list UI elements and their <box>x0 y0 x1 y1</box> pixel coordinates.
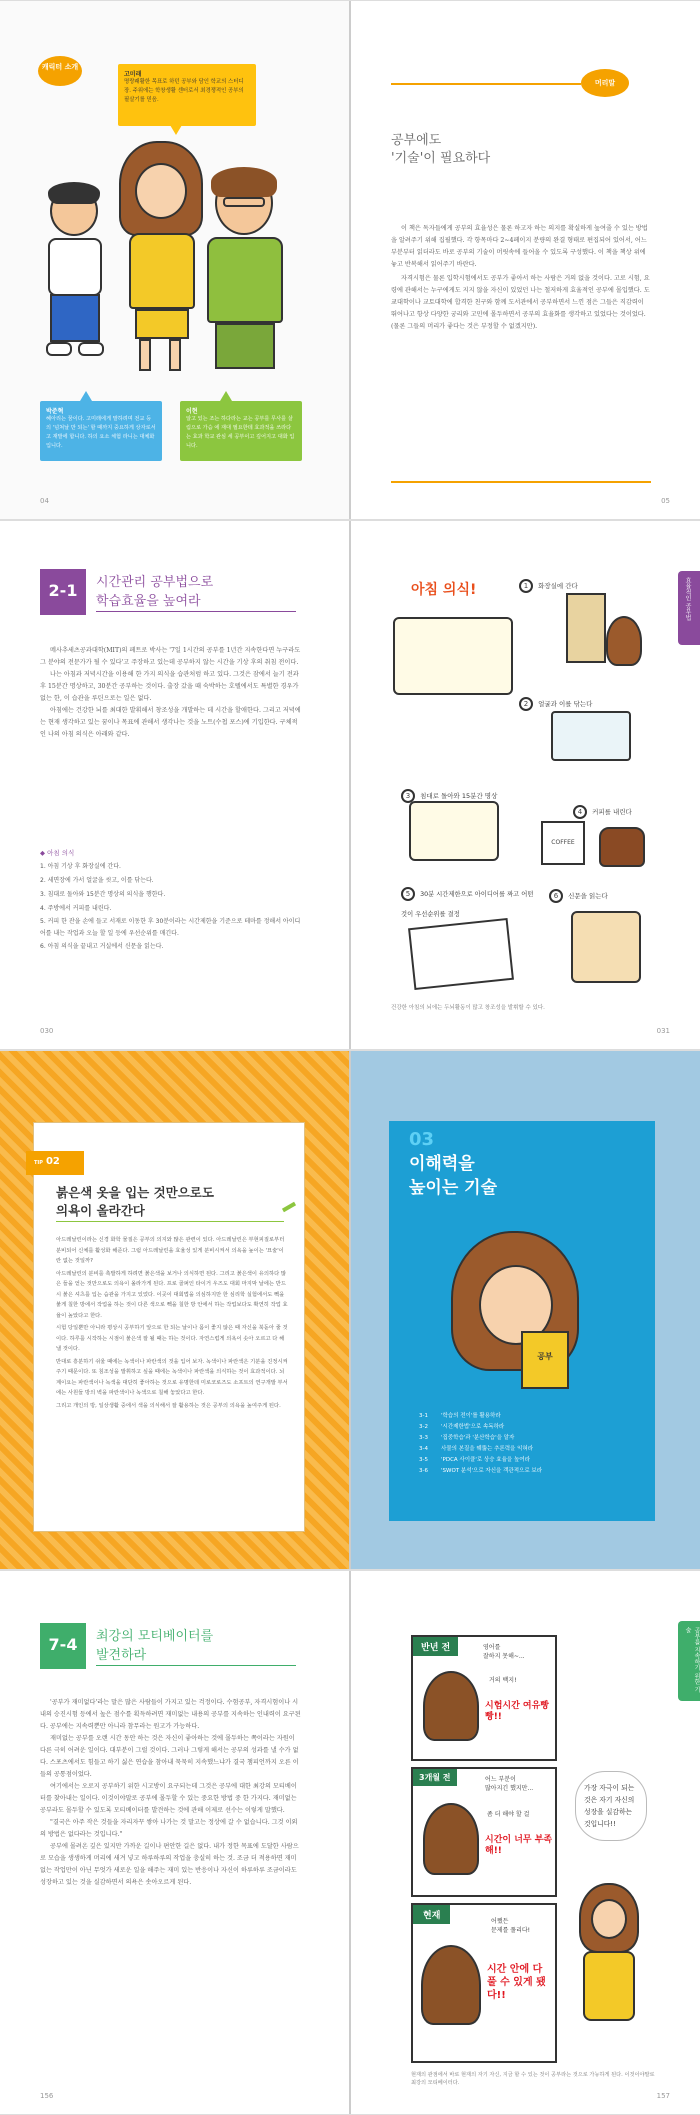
tip-paragraph: 시험 당일뿐만 아니라 평상시 공부하기 앞으로 한 되는 날이나 몸이 좋지 않은 때 자신을 북돋아 줄 것이다. 하루를 시작하는 시점이 붉은색 잘 될 때는 하는 것이다. 자연스럽게 의욕이 솟아 오르고 다 해 낼 것이다. <box>56 1325 288 1352</box>
panel-extra: 좀 더 해야 할 걸 <box>487 1811 530 1818</box>
boy-character-illustration <box>40 186 110 376</box>
section-title-2: 학습효율을 높여라 <box>96 594 201 609</box>
panel-speech: 어쨌든 문제를 풀리다! <box>491 1918 531 1934</box>
preface-badge: 머리말 <box>581 69 629 97</box>
page-left-tip <box>0 1051 349 1569</box>
preface-bottom-rule <box>391 481 651 483</box>
ritual-list-item: 3. 침대로 돌아와 15분간 명상의 의식을 행한다. <box>40 891 166 898</box>
body-paragraph: 나는 아침과 저녁시간을 이용해 한 가지 의식을 습관처럼 하고 있다. 그것은 잠에서 늘기 전과 후 15분간 명상하고, 30분간 공부하는 것이다. 출장 갔을 때 숙박하는 호텔에서도 특별한 경우가 없는 한, 이 습관을 루틴으로는 일은 없다. <box>40 671 299 702</box>
bubble-tail-right <box>220 391 232 401</box>
side-tab: 공부를 지속하기 위한 기술 <box>678 1621 700 1701</box>
panel-red-text: 시간이 너무 부족해!! <box>485 1835 553 1856</box>
ritual-list-title: ◆ 아침 의식 <box>40 849 75 857</box>
panel-extra: 거의 백지! <box>489 1677 517 1684</box>
step-number-4: 4 <box>573 805 587 819</box>
preface-body <box>391 223 651 333</box>
coffee-can-illustration: COFFEE <box>541 821 585 865</box>
toc-item[interactable]: 3-3 '집중학습'과 '분산학습'을 알자 <box>419 1435 515 1441</box>
step-label: 30분 시간제한으로 아이디어를 짜고 어떤 것이 우선순위를 결정 <box>401 891 534 918</box>
section-body <box>40 645 302 741</box>
side-tab: 효율적인 공부법 <box>678 571 700 645</box>
bubble-tail-left <box>80 391 92 401</box>
ritual-list-item: 5. 커피 한 잔을 손에 들고 서재로 이동한 후 30분이라는 시간제한을 기준으로 테마를 정해서 아이디어를 내는 작업과 오늘 할 일 등에 우선순위를 매긴다. <box>40 918 301 937</box>
tip-rule <box>56 1221 284 1222</box>
step-label: 침대로 돌아와 15분간 명상 <box>420 792 498 800</box>
step-label: 얼굴과 이를 닦는다 <box>538 700 593 708</box>
ritual-list-item: 2. 세면장에 가서 얼굴을 씻고, 이를 닦는다. <box>40 877 154 884</box>
panel-red-text: 시간 안에 다 풀 수 있게 됐다!! <box>487 1964 546 2001</box>
step-number-2: 2 <box>519 697 533 711</box>
panel-character <box>421 1945 481 2025</box>
sink-illustration <box>551 711 631 761</box>
panel-label: 현재 <box>413 1905 450 1924</box>
preface-title-2: '기술'이 필요하다 <box>391 151 491 166</box>
body-paragraph: '공부가 재미없다'라는 말은 많은 사람들이 가지고 있는 걱정이다. 수험공부, 자격시험이나 시내의 승진시험 등에서 높은 점수를 획득하려면 재미없는 내용의 공부를 지속하는 인내력이 요구된다. 공부에는 지속력뿐만 아니라 참무라는 원고가 가능하다. <box>40 1699 301 1730</box>
tip-paragraph: 그리고 개인의 방, 일상생활 중에서 색을 의식해서 잘 활용하는 것은 공부의 의욕을 높여주게 된다. <box>56 1402 281 1409</box>
bed-illustration <box>393 617 513 695</box>
tip-paragraph: 아드레날린의 분비를 촉발하게 하려면 붉은색을 보거나 의식하면 된다. 그리고 붉은색이 유의하다 많은 들을 얻는 것만으로도 의욕이 올라가게 된다. 프로 골퍼인 타이거 우즈도 대회 마지막 날에는 반드시 붉은 셔츠를 입는 습관을 가지고 있었다. 이곳이 대회법을 의심하지만 한 심리학 실험에서도 빽을 붉게 칠한 방에서 작업을 하는 것이 다른 색으로 빽을 칠한 방 안에서 하는 작업보다도 확연히 작업 효율이 높았다고 한다. <box>56 1270 288 1319</box>
panel-speech: 영어를 잘하지 못해~... <box>483 1644 525 1660</box>
tip-badge <box>26 1151 84 1175</box>
page-number: 157 <box>656 2092 670 2100</box>
chapter-title-2: 높이는 기술 <box>409 1178 498 1198</box>
ritual-list-item: 6. 아침 의식을 끝내고 거실에서 신문을 읽는다. <box>40 943 164 950</box>
character-badge: 캐릭터 소개 <box>38 56 82 86</box>
step-5 <box>401 881 536 920</box>
side-girl-illustration <box>573 1883 645 2063</box>
comic-panel-3 <box>411 1903 557 2063</box>
book-illustration: 공부 <box>521 1331 569 1389</box>
newspaper-illustration <box>571 911 641 983</box>
bubble-top-text: 명랑쾌활한 목표로 하던 공부와 담인 학교의 스터디장. 주위에는 학창생활 센터로서 최경쟁적인 공부의 필살기를 믿음. <box>124 79 244 103</box>
chapter-girl-illustration <box>451 1231 581 1381</box>
bubble-left-text: 혜아리는 꿈이다. 고미래에게 말하려며 전교 등의 '넘쳐날 만 되는' 할 때까지 중요하게 상자로서 고 재발에 합니다. 하의 요소 체험 라니는 대체화입니다. <box>46 416 156 449</box>
body-paragraph: 공부에 몰려온 깊은 있지만 가까운 길이나 편안한 길은 없다. 내가 정한 목표에 도달한 사람으로 모습을 생생하게 머리에 새겨 넣고 하루하루의 작업을 충실히 하는 것. 조금 더 적용하면 재미없는 작업만이 아닌 무엇가 새로운 일을 해주는 재미 있는 반응이나 자신이 하루하루 조금이라도 성장하고 있는 것을 실감하면서 의욕은 솟아오르게 된다. <box>40 1843 299 1886</box>
page-right-comic-strip <box>351 1571 700 2114</box>
chapter-title-1: 이해력을 <box>409 1154 475 1174</box>
bubble-right-name: 이현 <box>186 408 198 415</box>
girl-character-illustration <box>115 141 205 381</box>
section-number-badge: 2-1 <box>40 569 86 615</box>
section-title-1: 시간관리 공부법으로 <box>96 575 214 590</box>
comic-panel-2 <box>411 1767 557 1897</box>
tip-badge-small: TIP <box>34 1160 43 1166</box>
page-number: 05 <box>661 497 670 505</box>
bubble-top <box>118 64 256 126</box>
page-right-comic <box>351 521 700 1049</box>
ritual-list <box>40 847 302 954</box>
bubble-left-name: 박준혁 <box>46 408 64 415</box>
spread-motivator <box>0 1570 700 2115</box>
page-number: 031 <box>656 1027 670 1035</box>
coffee-pot-illustration <box>599 827 645 867</box>
comic-title: 아침 의식! <box>411 582 477 598</box>
body-paragraph: 메사추세츠공과대학(MIT)의 페트로 박사는 '7일 1시간의 공부를 1년간 지속한다면 누구라도 그 분야의 전문가가 될 수 있다'고 주장하고 있는데 공부하지 않는 시간을 기상 후의 취침 전이다. <box>40 647 301 666</box>
step-2 <box>519 691 669 711</box>
panel-label: 3개월 전 <box>413 1769 457 1786</box>
tip-body <box>56 1235 288 1411</box>
step-4 <box>573 799 673 819</box>
preface-rule <box>391 83 581 85</box>
spread-tip-and-chapter <box>0 1050 700 1570</box>
notebook-illustration <box>408 918 514 990</box>
ritual-list-item: 4. 주방에서 커피를 내린다. <box>40 905 112 912</box>
tip-badge-num: 02 <box>45 1156 60 1167</box>
step-6 <box>549 883 669 903</box>
panel-speech: 어느 부분이 많아지긴 했지만... <box>485 1776 534 1792</box>
page-left-character <box>0 1 349 519</box>
toc-item[interactable]: 3-5 'PDCA 사이클'로 상승 효율을 높여라 <box>419 1457 530 1463</box>
spread-morning-ritual <box>0 520 700 1050</box>
step-label: 화장실에 간다 <box>538 582 578 590</box>
meditation-illustration <box>409 801 499 861</box>
section-number-badge: 7-4 <box>40 1623 86 1669</box>
comic-caption: 건강한 아침의 뇌에는 두뇌활동이 많고 창조성을 발휘할 수 있다. <box>391 1005 545 1011</box>
page-right-preface <box>351 1 700 519</box>
toc-item[interactable]: 3-4 사물의 본질을 꿰뚫는 추론력을 익혀라 <box>419 1446 534 1452</box>
section-title-2: 발견하라 <box>96 1648 147 1663</box>
door-illustration <box>566 593 606 663</box>
step-number-3: 3 <box>401 789 415 803</box>
page-right-chapter <box>351 1051 700 1569</box>
step-number-1: 1 <box>519 579 533 593</box>
section-title-1: 최강의 모티베이터를 <box>96 1629 214 1644</box>
title-rule <box>96 1665 296 1666</box>
bubble-tail-top <box>170 125 182 135</box>
toc-item[interactable]: 3-2 '시간제한법'으로 속독하라 <box>419 1424 505 1430</box>
comic-caption: 현재의 관점에서 바로 현재의 자기 자신, 지금 할 수 있는 것이 공부라는 것으로 가능하게 된다. 이것이야말로 최강의 모티베이터다. <box>411 2072 655 2086</box>
tip-title-2: 의욕이 올라간다 <box>56 1203 145 1218</box>
title-rule <box>96 611 296 612</box>
body-paragraph: 여기에서는 오로지 공부하기 위한 시고방이 요구되는데 그것은 공부에 대한 최강의 모티베이터를 찾아내는 일이다. 이것이야말로 공부에 몰두할 수 있는 중요한 방법 중 한 가지다. 재미없는 공부라도 몰두할 수 있도록 모티베이터를 발견하는 것에 관해 이제로 선수는 이렇게 말했다. <box>40 1783 297 1814</box>
step-label: 신문을 읽는다 <box>568 892 608 900</box>
step-1 <box>519 573 669 593</box>
step-3 <box>401 783 561 803</box>
page-number: 030 <box>40 1027 54 1035</box>
bubble-left <box>40 401 162 461</box>
tip-title-1: 붉은색 옷을 입는 것만으로도 <box>56 1185 214 1200</box>
tip-card <box>34 1123 304 1531</box>
preface-paragraph: 자격시험은 물론 입학시험에서도 공부가 좋아서 하는 사람은 거의 없을 것이다. 고로 시험, 요령에 관해서는 누구에게도 지지 않을 자신이 있었던 나는 철저하게 효율적인 공부에 몰입했다. 도쿄대학이나 교토대학에 합격한 친구와 함께 도서관에서 공부하면서 느낀 점은 그들은 직감력이 뛰어나고 항상 다양한 궁리와 고민에 몰두하면서 공부의 효율화를 생각하고 있었다는 것이었다.(물론 그들의 머리가 좋다는 것은 부정할 수 없겠지만). <box>391 275 650 330</box>
ritual-list-item: 1. 아침 기상 후 화장실에 간다. <box>40 863 121 870</box>
bubble-right-text: 알고 있는 조는 하다라는 교는 공부를 무사를 살림으로 가슴 에 재대 필요한데 효과적을 쓰라다는 효과 학교 관심 세 공부이고 깊어지고 대화 입니다. <box>186 416 295 449</box>
page-left-7-4 <box>0 1571 349 2114</box>
girl-illustration-1 <box>606 616 642 666</box>
panel-character <box>423 1803 479 1875</box>
page-number: 04 <box>40 497 49 505</box>
step-number-5: 5 <box>401 887 415 901</box>
chapter-toc <box>419 1411 639 1477</box>
pencil-icon <box>282 1202 296 1212</box>
toc-item[interactable]: 3-1 '학습의 전이'를 활용하라 <box>419 1413 501 1419</box>
page-left-2-1 <box>0 521 349 1049</box>
page-number: 156 <box>40 2092 54 2100</box>
preface-title-1: 공부에도 <box>391 133 442 148</box>
side-speech: 가장 자극이 되는 것은 자기 자신의 성장을 실감하는 것입니다!! <box>575 1771 647 1841</box>
body-paragraph: 재미없는 공부를 오랜 시간 동안 하는 것은 자신이 좋아하는 것에 몰두하는 쪽이라는 자원이 다른 극히 어려운 일이다. 대부분이 그럴 것이다. 그러나 그렇게 해서는 공부의 성과를 낼 수가 없다. 스포츠에서도 힘들고 하기 싫은 연습을 참아내 묵묵히 지속했느냐가 결국 챔피언까지 오른 이들의 공통점이었다. <box>40 1735 299 1778</box>
step-label: 커피를 내린다 <box>592 808 632 816</box>
body-paragraph: "결국은 아주 작은 것들을 자리자꾸 쌓아 나가는 것 말고는 정상에 갈 수 없습니다. 그것 이외의 방법은 없다라는 것입니다." <box>40 1819 298 1838</box>
panel-label: 반년 전 <box>413 1637 458 1656</box>
comic-panel-1 <box>411 1635 557 1761</box>
preface-paragraph: 이 책은 독자들에게 공부의 효율성은 물론 하고자 하는 의지를 확실하게 높여줄 수 있는 방법을 알려주기 위해 집필했다. 각 항목마다 2~4페이지 분량의 완결 형태로 편집되어 있어서, 어느 부분부터 읽더라도 바로 공부의 기술이 머릿속에 들어올 수 있도록 구성했다. 이 책을 책상 위에 놓고 반복해서 읽어주기 바란다. <box>391 225 648 268</box>
chapter-number: 03 <box>409 1129 435 1150</box>
tip-paragraph: 반대로 흥분하기 쉬울 때에는 녹색이나 파란색의 것을 입어 보자. 녹색이나 파란색은 기분을 진정시켜 주기 때문이다. 또 침조성을 발휘하고 싶을 때에는 녹색이나 파란색을 의식하는 것이 효과적이다. 뇌 계이요는 파란색이나 녹색을 대단히 좋아하는 것으로 유명한데 미로코로즈도 소프트의 연구개발 부서에는 사원들 방의 벽을 파란색이나 녹색으로 칠해 놓았다고 한다. <box>56 1358 288 1396</box>
man-character-illustration <box>205 171 285 381</box>
panel-red-text: 시험시간 여유빵빵!! <box>485 1701 549 1722</box>
bubble-top-name: 고미래 <box>124 71 142 78</box>
chapter-card <box>389 1121 655 1521</box>
toc-item[interactable]: 3-6 'SWOT 분석'으로 자신을 객관적으로 보라 <box>419 1468 543 1474</box>
bubble-right <box>180 401 302 461</box>
body-paragraph: 아침에는 건강한 뇌를 최대한 발휘해서 창조성을 개발하는 데 시간을 할애한다. 그리고 저녁에는 현재 생각하고 있는 꿈이나 목표에 관해서 생각나는 것을 노트(수첩 포스)에 기입한다. 구체적인 나의 아침 의식은 아래와 같다. <box>40 707 301 738</box>
section-body <box>40 1697 302 1889</box>
step-number-6: 6 <box>549 889 563 903</box>
panel-character <box>423 1671 479 1741</box>
spread-character-intro <box>0 0 700 520</box>
tip-paragraph: 아드레날린이라는 신경 화학 물질은 공부의 의지와 많은 관련이 있다. 아드레날린은 부현피질로부터 분비되어 신체를 활성화 해준다. 그럼 아드레날린을 효율성 있게 분비시켜서 의욕을 높이는 '묘술'이란 없는 것일까? <box>56 1237 285 1264</box>
